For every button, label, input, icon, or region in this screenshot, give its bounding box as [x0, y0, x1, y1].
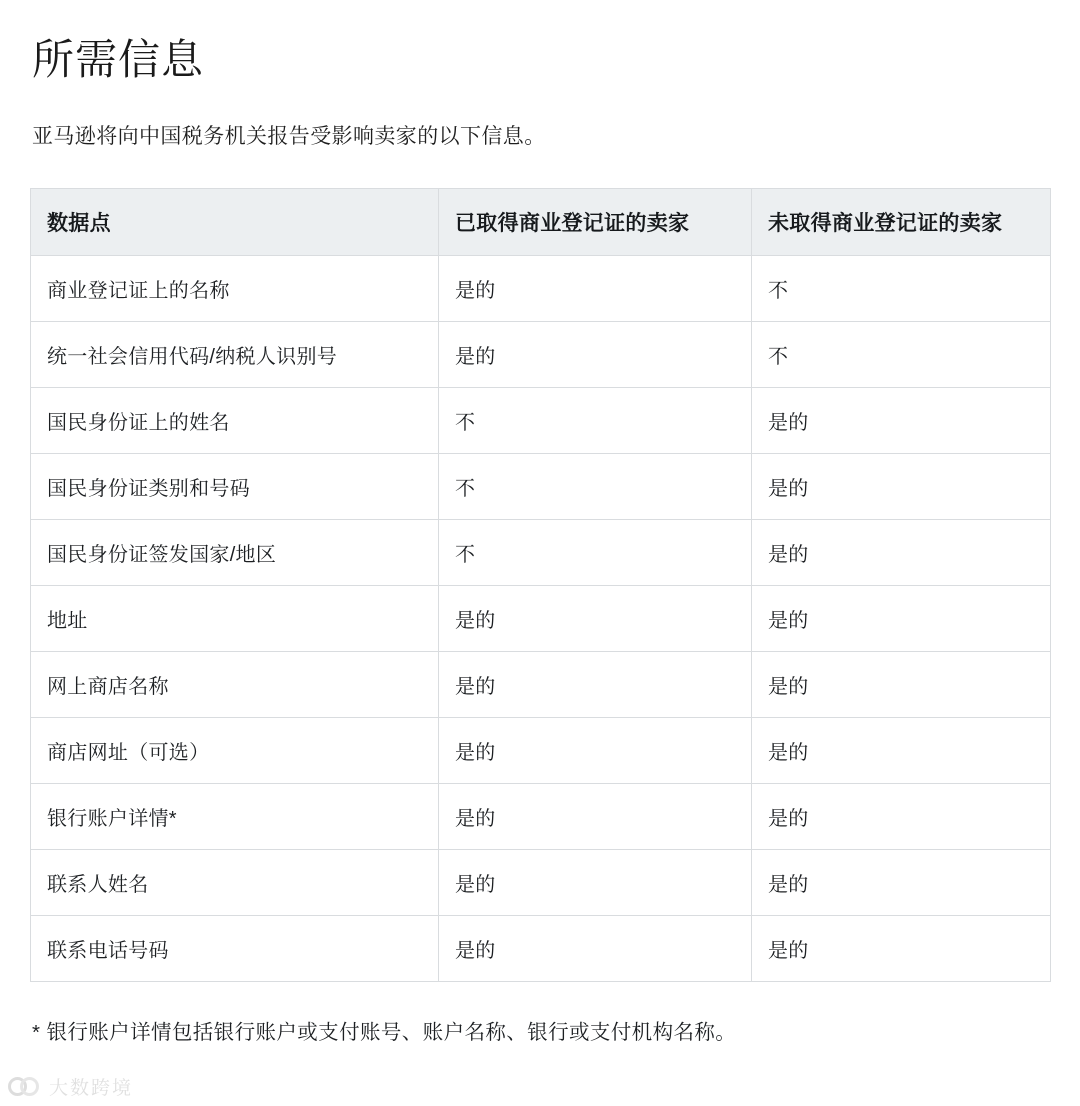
cell-with-registration: 是的 — [439, 586, 752, 652]
cell-data-point: 国民身份证上的姓名 — [31, 388, 439, 454]
column-header-with-registration: 已取得商业登记证的卖家 — [439, 189, 752, 256]
cell-with-registration: 是的 — [439, 916, 752, 982]
watermark-label: 大数跨境 — [49, 1078, 134, 1099]
cell-data-point: 银行账户详情* — [31, 784, 439, 850]
cell-with-registration: 是的 — [439, 784, 752, 850]
cell-data-point: 统一社会信用代码/纳税人识别号 — [31, 322, 439, 388]
cell-without-registration: 是的 — [752, 586, 1051, 652]
cell-without-registration: 是的 — [752, 718, 1051, 784]
cell-data-point: 联系电话号码 — [31, 916, 439, 982]
table-row — [31, 718, 1051, 784]
table-header-row — [31, 189, 1051, 256]
cell-data-point: 国民身份证签发国家/地区 — [31, 520, 439, 586]
cell-without-registration: 不 — [752, 322, 1051, 388]
cell-with-registration: 不 — [439, 520, 752, 586]
table-row — [31, 916, 1051, 982]
cell-with-registration: 是的 — [439, 850, 752, 916]
cell-data-point: 网上商店名称 — [31, 652, 439, 718]
table-row — [31, 256, 1051, 322]
cell-data-point: 商业登记证上的名称 — [31, 256, 439, 322]
intro-paragraph: 亚马逊将向中国税务机关报告受影响卖家的以下信息。 — [32, 124, 546, 148]
footnote: * 银行账户详情包括银行账户或支付账号、账户名称、银行或支付机构名称。 — [32, 1021, 737, 1044]
cell-with-registration: 不 — [439, 454, 752, 520]
cell-without-registration: 是的 — [752, 784, 1051, 850]
cell-with-registration: 不 — [439, 388, 752, 454]
table-row — [31, 784, 1051, 850]
cell-data-point: 国民身份证类别和号码 — [31, 454, 439, 520]
cell-with-registration: 是的 — [439, 652, 752, 718]
table-row — [31, 454, 1051, 520]
table-row — [31, 586, 1051, 652]
table-row — [31, 322, 1051, 388]
cell-without-registration: 是的 — [752, 454, 1051, 520]
cell-data-point: 商店网址（可选） — [31, 718, 439, 784]
cell-with-registration: 是的 — [439, 256, 752, 322]
table-body — [31, 256, 1051, 982]
cell-data-point: 联系人姓名 — [31, 850, 439, 916]
cell-without-registration: 是的 — [752, 850, 1051, 916]
cell-with-registration: 是的 — [439, 718, 752, 784]
table-header — [31, 189, 1051, 256]
required-information-table — [30, 188, 1051, 982]
cell-without-registration: 是的 — [752, 652, 1051, 718]
cell-with-registration: 是的 — [439, 322, 752, 388]
table-row — [31, 652, 1051, 718]
cell-without-registration: 是的 — [752, 916, 1051, 982]
page-title: 所需信息 — [32, 36, 205, 83]
cell-data-point: 地址 — [31, 586, 439, 652]
column-header-without-registration: 未取得商业登记证的卖家 — [752, 189, 1051, 256]
table-row — [31, 520, 1051, 586]
watermark — [8, 1073, 133, 1100]
watermark-rings-icon — [8, 1074, 42, 1100]
cell-without-registration: 是的 — [752, 388, 1051, 454]
column-header-data-point: 数据点 — [31, 189, 439, 256]
table-row — [31, 388, 1051, 454]
table-row — [31, 850, 1051, 916]
cell-without-registration: 是的 — [752, 520, 1051, 586]
cell-without-registration: 不 — [752, 256, 1051, 322]
